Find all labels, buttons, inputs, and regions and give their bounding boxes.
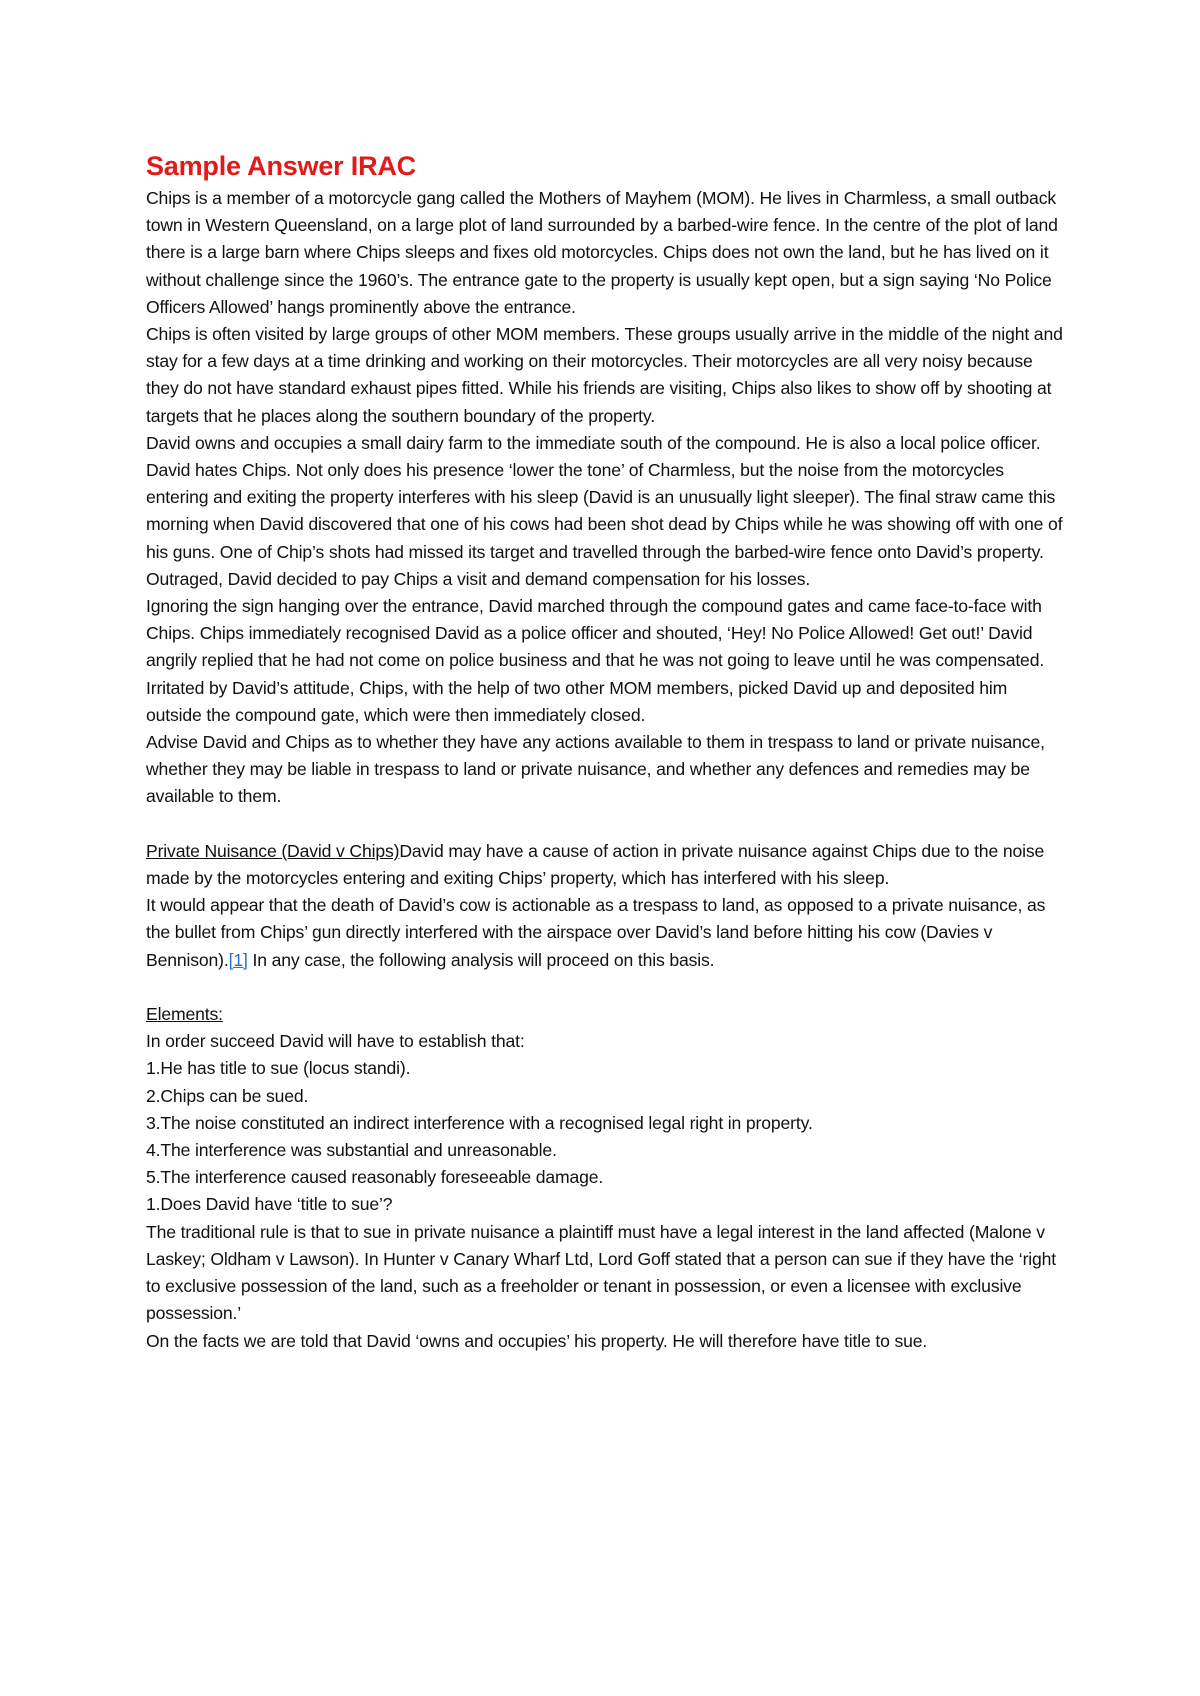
facts-paragraph-3: David owns and occupies a small dairy farm to the immediate south of the compound. He is also a local police officer. David hates Chips. Not only does his presence ‘lower the tone’ of Charmless, but the noise from the motorcycles entering and exiting the property interferes with his sleep (David is an unusually light sleeper). The final straw came this morning when David discovered that one of his cows had been shot dead by Chips while he was showing off with one of his guns. One of Chip’s shots had missed its target and travelled through the barbed-wire fence onto David’s property. Outraged, David decided to pay Chips a visit and demand compensation for his losses.: [146, 432, 1063, 589]
spacer: [146, 811, 1066, 838]
element-item-2: 2.Chips can be sued.: [146, 1085, 309, 1106]
element-item-5: 5.The interference caused reasonably foreseeable damage.: [146, 1167, 604, 1188]
footnote-link-1[interactable]: [1]: [228, 949, 248, 970]
issue-1-rule: The traditional rule is that to sue in private nuisance a plaintiff must have a legal interest in the land affected (Malone v Laskey; Oldham v Lawson). In Hunter v Canary Wharf Ltd, Lord Goff stated that a person can sue if they have the ‘right to exclusive possession of the land, such as a freeholder or tenant in possession, or even a licensee with exclusive possession.’: [146, 1221, 1057, 1324]
document-body: [146, 148, 1066, 1355]
facts-paragraph-4: Ignoring the sign hanging over the entrance, David marched through the compound gates and came face-to-face with Chips. Chips immediately recognised David as a police officer and shouted, ‘Hey! No Police Allowed! Get out!’ David angrily replied that he had not come on police business and that he was not going to leave until he was compensated. Irritated by David’s attitude, Chips, with the help of two other MOM members, picked David up and deposited him outside the compound gate, which were then immediately closed.: [146, 596, 1045, 725]
document-title: Sample Answer IRAC: [146, 151, 416, 181]
trespass-note-paragraph: [146, 892, 1066, 974]
facts-paragraph-1: Chips is a member of a motorcycle gang called the Mothers of Mayhem (MOM). He lives in Charmless, a small outback town in Western Queensland, on a large plot of land surrounded by a barbed-wire fence. In the centre of the plot of land there is a large barn where Chips sleeps and fixes old motorcycles. Chips does not own the land, but he has lived on it without challenge since the 1960’s. The entrance gate to the property is usually kept open, but a sign saying ‘No Police Officers Allowed’ hangs prominently above the entrance.: [146, 188, 1058, 317]
trespass-note-tail: In any case, the following analysis will proceed on this basis.: [247, 949, 715, 970]
element-item-3: 3.The noise constituted an indirect interference with a recognised legal right in property.: [146, 1112, 813, 1133]
trespass-note-text: It would appear that the death of David’s cow is actionable as a trespass to land, as opposed to a private nuisance, as the bullet from Chips’ gun directly interfered with the airspace over David’s land before hitting his cow (Davies v Bennison).: [146, 895, 1046, 970]
nuisance-paragraph: [146, 838, 1066, 892]
nuisance-heading: Private Nuisance (David v Chips): [146, 840, 400, 861]
spacer: [146, 974, 1066, 1001]
facts-paragraph-2: Chips is often visited by large groups of other MOM members. These groups usually arrive in the middle of the night and stay for a few days at a time drinking and working on their motorcycles. Their motorcycles are all very noisy because they do not have standard exhaust pipes fitted. While his friends are visiting, Chips also likes to show off by shooting at targets that he places along the southern boundary of the property.: [146, 324, 1063, 426]
element-item-4: 4.The interference was substantial and unreasonable.: [146, 1140, 557, 1161]
question-paragraph: Advise David and Chips as to whether they have any actions available to them in trespass to land or private nuisance, whether they may be liable in trespass to land or private nuisance, and whether any defences and remedies may be available to them.: [146, 732, 1045, 807]
elements-heading: Elements:: [146, 1004, 223, 1025]
element-item-1: 1.He has title to sue (locus standi).: [146, 1058, 411, 1079]
issue-1-application: On the facts we are told that David ‘owns and occupies’ his property. He will therefore have title to sue.: [146, 1330, 928, 1351]
issue-1-heading: 1.Does David have ‘title to sue’?: [146, 1194, 393, 1215]
nuisance-intro: David may have a cause of action in private nuisance against Chips due to the noise made by the motorcycles entering and exiting Chips’ property, which has interfered with his sleep.: [146, 840, 1045, 889]
elements-intro: In order succeed David will have to establish that:: [146, 1031, 525, 1052]
